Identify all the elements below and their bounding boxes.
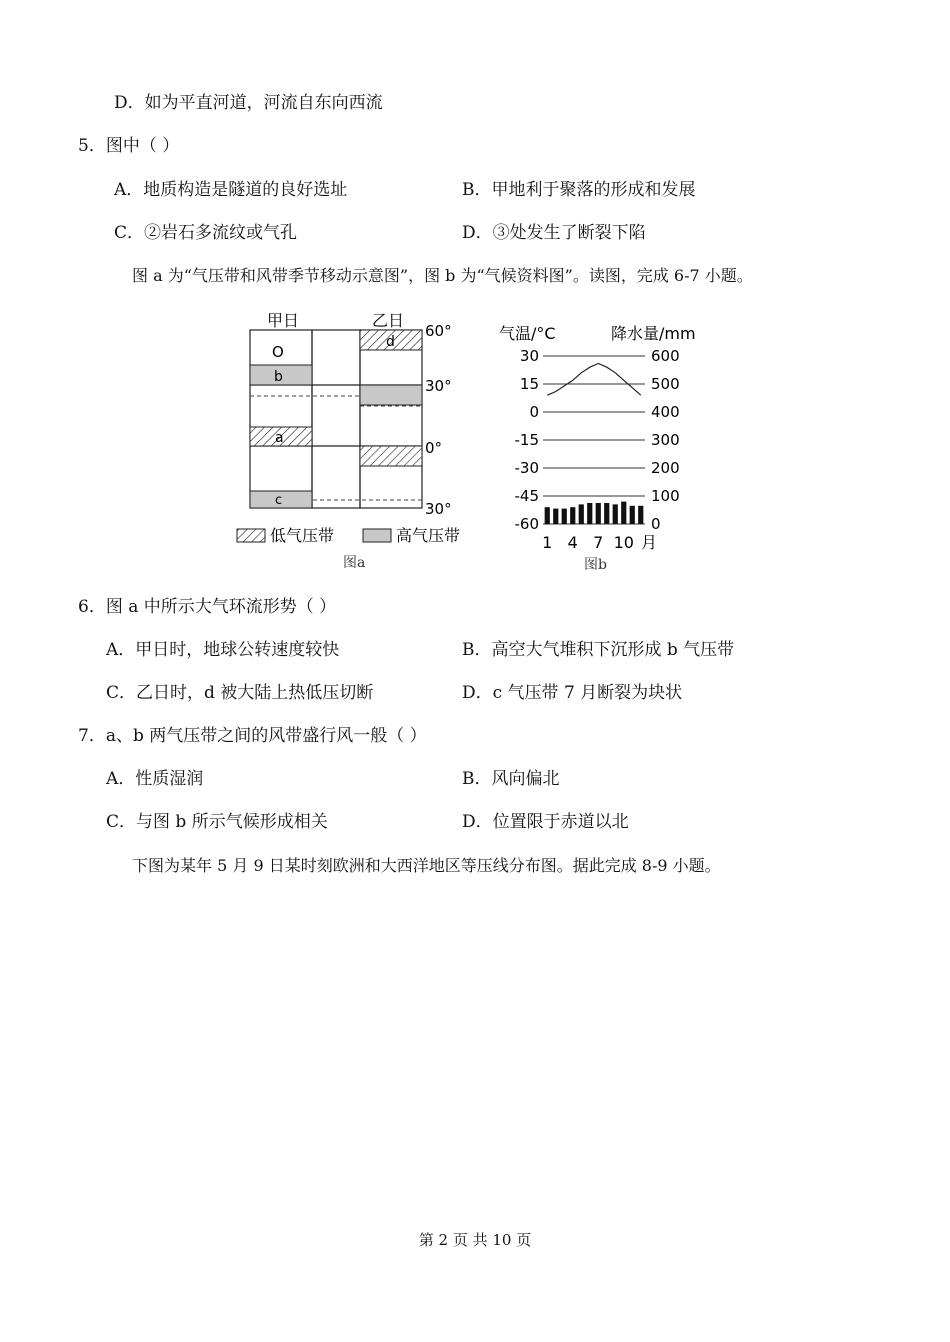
col-right-title: 乙日	[372, 311, 405, 330]
q6-option-b: B．高空大气堆积下沉形成 b 气压带	[462, 640, 735, 660]
right-axis-label: 降水量/mm	[611, 324, 696, 343]
q7-option-d: D．位置限于赤道以北	[462, 812, 629, 832]
x-tick-label: 10	[613, 533, 634, 552]
precip-tick-label: 100	[651, 487, 680, 505]
q5-option-b: B．甲地利于聚落的形成和发展	[462, 180, 696, 200]
precipitation-bar	[587, 503, 592, 524]
figure-a-caption: 图a	[343, 555, 366, 571]
precip-tick-label: 400	[651, 403, 680, 421]
x-tick-label: 7	[593, 533, 604, 552]
q7-option-a: A．性质湿润	[106, 769, 204, 789]
temp-tick-label: -60	[514, 515, 539, 533]
label-c: c	[275, 493, 283, 508]
intro-8-9: 下图为某年 5 月 9 日某时刻欧洲和大西洋地区等压线分布图。据此完成 8-9 小题。	[132, 856, 721, 875]
temp-tick-label: 15	[519, 375, 539, 393]
label-b: b	[274, 369, 283, 385]
lat-60: 60°	[425, 322, 452, 340]
q7-stem: 7．a、b 两气压带之间的风带盛行风一般（ ）	[78, 726, 427, 746]
q5-stem: 5．图中（ ）	[78, 136, 180, 156]
temp-tick-label: -15	[514, 431, 539, 449]
precipitation-bar	[562, 509, 567, 524]
temp-tick-label: -30	[514, 459, 539, 477]
q5-option-a: A．地质构造是隧道的良好选址	[114, 180, 348, 200]
precipitation-bar	[570, 507, 575, 524]
precipitation-bar	[579, 504, 584, 524]
lat-30n: 30°	[425, 377, 452, 395]
q6-option-c: C．乙日时，d 被大陆上热低压切断	[106, 683, 374, 703]
col-left-title: 甲日	[267, 311, 300, 330]
legend-high-swatch	[363, 529, 391, 542]
label-d: d	[386, 334, 395, 350]
q4-option-d: D．如为平直河道，河流自东向西流	[114, 93, 383, 113]
precipitation-bar	[604, 503, 609, 524]
precipitation-bar	[638, 506, 643, 524]
q5-option-d: D．③处发生了断裂下陷	[462, 223, 646, 243]
q7-option-b: B．风向偏北	[462, 769, 560, 789]
label-a: a	[275, 430, 284, 446]
q6-option-d: D．c 气压带 7 月断裂为块状	[462, 683, 683, 703]
precipitation-bar	[613, 504, 618, 524]
left-axis-label: 气温/°C	[499, 324, 556, 343]
belt-low-right	[360, 446, 422, 466]
temperature-line	[547, 364, 641, 396]
x-tick-label: 4	[567, 533, 578, 552]
intro-6-7: 图 a 为“气压带和风带季节移动示意图”，图 b 为“气候资料图”。读图，完成 6-7 小题。	[132, 266, 753, 285]
lat-30s: 30°	[425, 500, 452, 518]
x-unit: 月	[641, 533, 658, 552]
page-footer: 第 2 页 共 10 页	[418, 1231, 532, 1249]
q7-option-c: C．与图 b 所示气候形成相关	[106, 812, 328, 832]
precip-tick-label: 300	[651, 431, 680, 449]
precip-tick-label: 200	[651, 459, 680, 477]
label-o: O	[272, 343, 284, 361]
precipitation-bar	[621, 502, 626, 524]
belt-high-right	[360, 385, 422, 405]
lat-0: 0°	[425, 439, 443, 457]
precip-tick-label: 500	[651, 375, 680, 393]
precip-tick-label: 0	[651, 515, 661, 533]
x-tick-label: 1	[542, 533, 553, 552]
precipitation-bar	[545, 507, 550, 524]
legend-high-label: 高气压带	[396, 526, 461, 545]
panel-right	[360, 330, 422, 508]
q6-option-a: A．甲日时，地球公转速度较快	[106, 640, 340, 660]
precipitation-bar	[596, 503, 601, 524]
temp-tick-label: 0	[529, 403, 539, 421]
climate-chart	[495, 315, 725, 560]
figure-b-caption: 图b	[584, 557, 607, 573]
legend-low-label: 低气压带	[270, 526, 335, 545]
q6-stem: 6．图 a 中所示大气环流形势（ ）	[78, 597, 337, 617]
figure-a	[225, 305, 485, 555]
q5-option-c: C．②岩石多流纹或气孔	[114, 223, 298, 243]
panel-middle	[312, 330, 360, 508]
precipitation-bar	[553, 509, 558, 524]
temp-tick-label: 30	[519, 347, 539, 365]
temp-tick-label: -45	[514, 487, 539, 505]
precip-tick-label: 600	[651, 347, 680, 365]
precipitation-bar	[630, 506, 635, 524]
legend-low-swatch	[237, 529, 265, 542]
